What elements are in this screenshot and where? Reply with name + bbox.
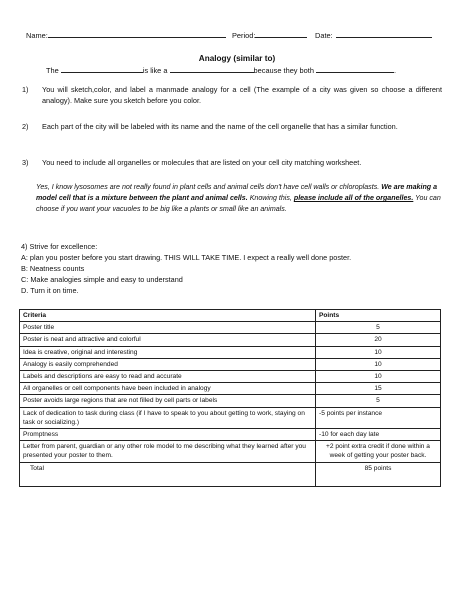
criteria-cell: Letter from parent, guardian or any other role model to me describing what they learned after you presented your poster to them. <box>20 441 316 462</box>
sentence-part1: The <box>46 66 59 75</box>
points-cell: 5 <box>316 322 441 334</box>
note-part2: Knowing this, <box>249 194 292 203</box>
table-row <box>20 346 441 358</box>
note-part1: Yes, I know lysosomes are not really found in plant cells and animal cells don't have cell walls or chloroplasts. <box>36 183 380 191</box>
table-total-row <box>20 462 441 486</box>
total-points: 85 points <box>316 462 441 486</box>
points-cell: 15 <box>316 383 441 395</box>
points-cell: -10 for each day late <box>316 429 441 441</box>
instruction-item <box>22 121 442 132</box>
table-row <box>20 334 441 346</box>
note-bold: We are making a model cell that is a mixture between the plant and animal cells. <box>36 183 438 203</box>
points-cell: +2 point extra credit if done within a week of getting your poster back. <box>316 441 441 462</box>
table-row <box>20 322 441 334</box>
sentence-part3: because they both <box>253 66 314 75</box>
criteria-cell: Labels and descriptions are easy to read and accurate <box>20 371 316 383</box>
points-cell: 10 <box>316 346 441 358</box>
analogy-sentence <box>46 65 396 75</box>
criteria-header: Criteria <box>20 310 316 322</box>
excellence-item: C: Make analogies simple and easy to understand <box>21 275 183 284</box>
blank-2[interactable] <box>170 65 254 73</box>
note-part3: You can choose if you want your vacuoles to be big like a plants or small like an animals. <box>36 194 441 214</box>
criteria-cell: Lack of dedication to task during class (if I have to speak to you about getting to work, staying on task or socializing.) <box>20 407 316 428</box>
period-label: Period: <box>232 31 256 40</box>
criteria-table <box>19 309 441 487</box>
sentence-part2: is like a <box>142 66 168 75</box>
excellence-heading: 4) Strive for excellence: <box>21 242 98 251</box>
instruction-text: Each part of the city will be labeled with its name and the name of the cell organelle that has a similar function. <box>42 122 398 131</box>
table-row <box>20 371 441 383</box>
table-row <box>20 441 441 462</box>
criteria-cell: Idea is creative, original and interesting <box>20 346 316 358</box>
excellence-item: B: Neatness counts <box>21 264 85 273</box>
name-blank[interactable] <box>48 30 226 38</box>
instruction-item <box>22 157 442 168</box>
points-cell: 10 <box>316 371 441 383</box>
excellence-item: D. Turn it on time. <box>21 286 79 295</box>
name-label: Name: <box>26 31 48 40</box>
sentence-end: . <box>394 66 397 75</box>
instruction-item <box>22 84 442 106</box>
criteria-cell: All organelles or cell components have been included in analogy <box>20 383 316 395</box>
organelle-note <box>36 182 446 216</box>
period-field <box>232 30 307 40</box>
instruction-text: You will sketch,color, and label a manmade analogy for a cell (The example of a city was given so choose a different analogy). Make sure you sketch before you color. <box>42 85 442 106</box>
excellence-item: A: plan you poster before you start drawing. THIS WILL TAKE TIME. I expect a really well done poster. <box>21 253 352 262</box>
total-label: Total <box>20 462 316 486</box>
date-blank[interactable] <box>336 30 432 38</box>
instruction-text: You need to include all organelles or molecules that are listed on your cell city matching worksheet. <box>42 158 362 167</box>
date-label: Date: <box>315 31 333 40</box>
note-underline: please include all of the organelles. <box>293 194 414 203</box>
period-blank[interactable] <box>255 30 307 38</box>
page-title: Analogy (similar to) <box>198 54 276 63</box>
blank-1[interactable] <box>61 65 143 73</box>
points-cell: 10 <box>316 358 441 370</box>
instruction-number: 1) <box>22 85 29 94</box>
blank-3[interactable] <box>316 65 397 75</box>
points-cell: 5 <box>316 395 441 407</box>
criteria-cell: Poster title <box>20 322 316 334</box>
instruction-number: 2) <box>22 122 29 131</box>
criteria-cell: Promptness <box>20 429 316 441</box>
date-field <box>315 30 432 40</box>
table-row <box>20 429 441 441</box>
excellence-section <box>21 241 441 296</box>
table-row <box>20 358 441 370</box>
table-row <box>20 395 441 407</box>
name-field <box>26 30 226 40</box>
criteria-cell: Analogy is easily comprehended <box>20 358 316 370</box>
criteria-cell: Poster avoids large regions that are not filled by cell parts or labels <box>20 395 316 407</box>
criteria-cell: Poster is neat and attractive and colorful <box>20 334 316 346</box>
points-header: Points <box>316 310 441 322</box>
table-row <box>20 407 441 428</box>
table-row <box>20 383 441 395</box>
points-cell: 20 <box>316 334 441 346</box>
instruction-number: 3) <box>22 158 29 167</box>
points-cell: -5 points per instance <box>316 407 441 428</box>
table-header-row <box>20 310 441 322</box>
